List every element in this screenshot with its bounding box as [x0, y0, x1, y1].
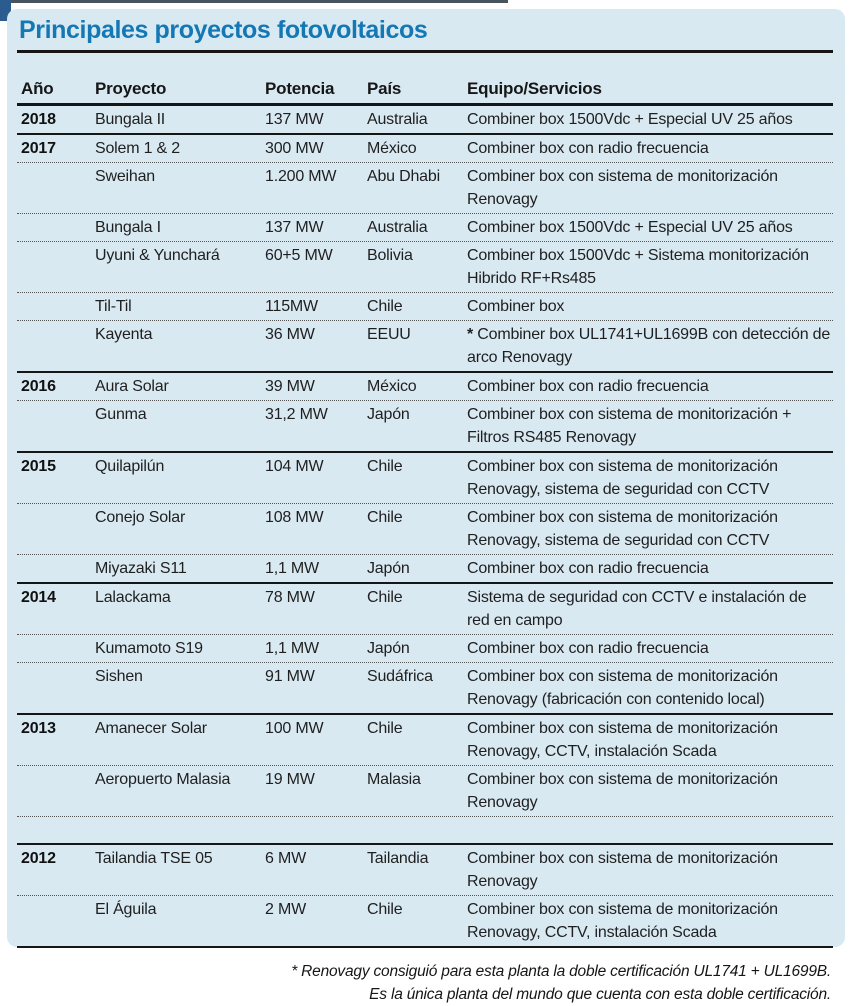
- column-header-services: Equipo/Servicios: [467, 79, 833, 99]
- table-row: [17, 845, 833, 895]
- cell-power: 78 MW: [265, 586, 367, 632]
- table-panel: [7, 9, 845, 947]
- cell-services: Combiner box: [467, 295, 833, 318]
- table-row: [17, 373, 833, 400]
- table-row: [17, 895, 833, 946]
- table-row: [17, 634, 833, 662]
- footnote-line-1: * Renovagy consiguió para esta planta la doble certificación UL1741 + UL1699B.: [17, 960, 831, 983]
- cell-power: 19 MW: [265, 768, 367, 814]
- cell-project: Bungala II: [95, 108, 265, 131]
- cell-power: 36 MW: [265, 323, 367, 369]
- cell-power: 137 MW: [265, 108, 367, 131]
- cell-power: 2 MW: [265, 898, 367, 944]
- column-header-country: País: [367, 79, 467, 99]
- cell-year: 2015: [21, 455, 95, 501]
- cell-project: Kayenta: [95, 323, 265, 369]
- cell-year: 2018: [21, 108, 95, 131]
- page-edge-strip: [0, 0, 508, 3]
- cell-year: [21, 506, 95, 552]
- cell-services: Combiner box 1500Vdc + Sistema monitorización Hibrido RF+Rs485: [467, 244, 833, 290]
- table-row: [17, 106, 833, 133]
- table-body: [17, 106, 833, 948]
- cell-project: Amanecer Solar: [95, 717, 265, 763]
- table-row: [17, 162, 833, 213]
- table-row: [17, 584, 833, 634]
- cell-services: Combiner box con radio frecuencia: [467, 137, 833, 160]
- year-group: [17, 715, 833, 845]
- year-group: [17, 106, 833, 135]
- cell-power: 1,1 MW: [265, 637, 367, 660]
- cell-services: * Combiner box UL1741+UL1699B con detección de arco Renovagy: [467, 323, 833, 369]
- cell-project: Kumamoto S19: [95, 637, 265, 660]
- cell-project: El Águila: [95, 898, 265, 944]
- cell-country: Chile: [367, 295, 467, 318]
- cell-project: Solem 1 & 2: [95, 137, 265, 160]
- table-row: [17, 765, 833, 816]
- table-row: [17, 662, 833, 713]
- cell-project: Uyuni & Yunchará: [95, 244, 265, 290]
- cell-services: Combiner box con sistema de monitorización + Filtros RS485 Renovagy: [467, 403, 833, 449]
- cell-country: Australia: [367, 216, 467, 239]
- cell-year: 2014: [21, 586, 95, 632]
- cell-project: Sweihan: [95, 165, 265, 211]
- cell-year: [21, 665, 95, 711]
- cell-country: EEUU: [367, 323, 467, 369]
- cell-country: Tailandia: [367, 847, 467, 893]
- cell-services: Sistema de seguridad con CCTV e instalación de red en campo: [467, 586, 833, 632]
- cell-country: Sudáfrica: [367, 665, 467, 711]
- cell-power: 39 MW: [265, 375, 367, 398]
- cell-year: [21, 403, 95, 449]
- cell-year: 2012: [21, 847, 95, 893]
- cell-services: Combiner box con sistema de monitorización Renovagy: [467, 768, 833, 814]
- cell-country: Japón: [367, 403, 467, 449]
- cell-services: Combiner box con radio frecuencia: [467, 557, 833, 580]
- cell-power: 108 MW: [265, 506, 367, 552]
- column-header-project: Proyecto: [95, 79, 265, 99]
- cell-project: Quilapilún: [95, 455, 265, 501]
- table-row: [17, 241, 833, 292]
- cell-country: Chile: [367, 898, 467, 944]
- year-group: [17, 135, 833, 373]
- cell-power: 137 MW: [265, 216, 367, 239]
- cell-country: Chile: [367, 506, 467, 552]
- cell-services: Combiner box con sistema de monitorización Renovagy, sistema de seguridad con CCTV: [467, 455, 833, 501]
- cell-power: 100 MW: [265, 717, 367, 763]
- cell-services: Combiner box con sistema de monitorización Renovagy, CCTV, instalación Scada: [467, 898, 833, 944]
- cell-country: Abu Dhabi: [367, 165, 467, 211]
- cell-year: [21, 768, 95, 814]
- cell-year: [21, 637, 95, 660]
- cell-project: Sishen: [95, 665, 265, 711]
- cell-country: Malasia: [367, 768, 467, 814]
- cell-country: Chile: [367, 455, 467, 501]
- table-row: [17, 400, 833, 451]
- cell-services: Combiner box con radio frecuencia: [467, 375, 833, 398]
- column-header-power: Potencia: [265, 79, 367, 99]
- table-row: [17, 715, 833, 765]
- cell-power: 300 MW: [265, 137, 367, 160]
- cell-power: 60+5 MW: [265, 244, 367, 290]
- table-row: [17, 213, 833, 241]
- cell-year: [21, 165, 95, 211]
- table-row: [17, 503, 833, 554]
- table-header: [17, 77, 833, 106]
- cell-services: Combiner box 1500Vdc + Especial UV 25 años: [467, 216, 833, 239]
- cell-project: Gunma: [95, 403, 265, 449]
- cell-services: Combiner box con sistema de monitorización Renovagy: [467, 847, 833, 893]
- year-group: [17, 453, 833, 584]
- cell-year: [21, 216, 95, 239]
- cell-power: 1,1 MW: [265, 557, 367, 580]
- title-rule: [17, 50, 833, 53]
- cell-country: Japón: [367, 557, 467, 580]
- cell-power: 91 MW: [265, 665, 367, 711]
- spacer-row: [17, 816, 833, 843]
- cell-power: 104 MW: [265, 455, 367, 501]
- cell-power: 31,2 MW: [265, 403, 367, 449]
- cell-project: Til-Til: [95, 295, 265, 318]
- cell-year: [21, 244, 95, 290]
- cell-country: México: [367, 375, 467, 398]
- cell-year: 2013: [21, 717, 95, 763]
- table-row: [17, 320, 833, 371]
- footnote: [17, 960, 833, 1006]
- cell-services: Combiner box con sistema de monitorización Renovagy: [467, 165, 833, 211]
- cell-services: Combiner box 1500Vdc + Especial UV 25 años: [467, 108, 833, 131]
- cell-country: Bolivia: [367, 244, 467, 290]
- cell-services: Combiner box con radio frecuencia: [467, 637, 833, 660]
- table-row: [17, 135, 833, 162]
- cell-project: Lalackama: [95, 586, 265, 632]
- cell-year: [21, 295, 95, 318]
- cell-year: [21, 557, 95, 580]
- cell-year: 2016: [21, 375, 95, 398]
- footnote-line-2: Es la única planta del mundo que cuenta con esta doble certificación.: [17, 983, 831, 1006]
- cell-year: [21, 323, 95, 369]
- table-row: [17, 453, 833, 503]
- cell-project: Aeropuerto Malasia: [95, 768, 265, 814]
- cell-project: Tailandia TSE 05: [95, 847, 265, 893]
- cell-project: Aura Solar: [95, 375, 265, 398]
- cell-year: 2017: [21, 137, 95, 160]
- cell-country: Japón: [367, 637, 467, 660]
- cell-country: Chile: [367, 586, 467, 632]
- cell-power: 1.200 MW: [265, 165, 367, 211]
- column-header-year: Año: [21, 79, 95, 99]
- cell-project: Miyazaki S11: [95, 557, 265, 580]
- cell-services: Combiner box con sistema de monitorización Renovagy, CCTV, instalación Scada: [467, 717, 833, 763]
- footnote-marker-icon: *: [467, 326, 477, 343]
- year-group: [17, 373, 833, 453]
- cell-country: Australia: [367, 108, 467, 131]
- year-group: [17, 845, 833, 948]
- cell-country: México: [367, 137, 467, 160]
- cell-power: 6 MW: [265, 847, 367, 893]
- cell-power: 115MW: [265, 295, 367, 318]
- year-group: [17, 584, 833, 715]
- page-title: Principales proyectos fotovoltaicos: [17, 14, 833, 50]
- table-row: [17, 292, 833, 320]
- table-row: [17, 554, 833, 582]
- cell-country: Chile: [367, 717, 467, 763]
- cell-services: Combiner box con sistema de monitorización Renovagy (fabricación con contenido local): [467, 665, 833, 711]
- cell-year: [21, 898, 95, 944]
- cell-project: Conejo Solar: [95, 506, 265, 552]
- cell-project: Bungala I: [95, 216, 265, 239]
- cell-services: Combiner box con sistema de monitorización Renovagy, sistema de seguridad con CCTV: [467, 506, 833, 552]
